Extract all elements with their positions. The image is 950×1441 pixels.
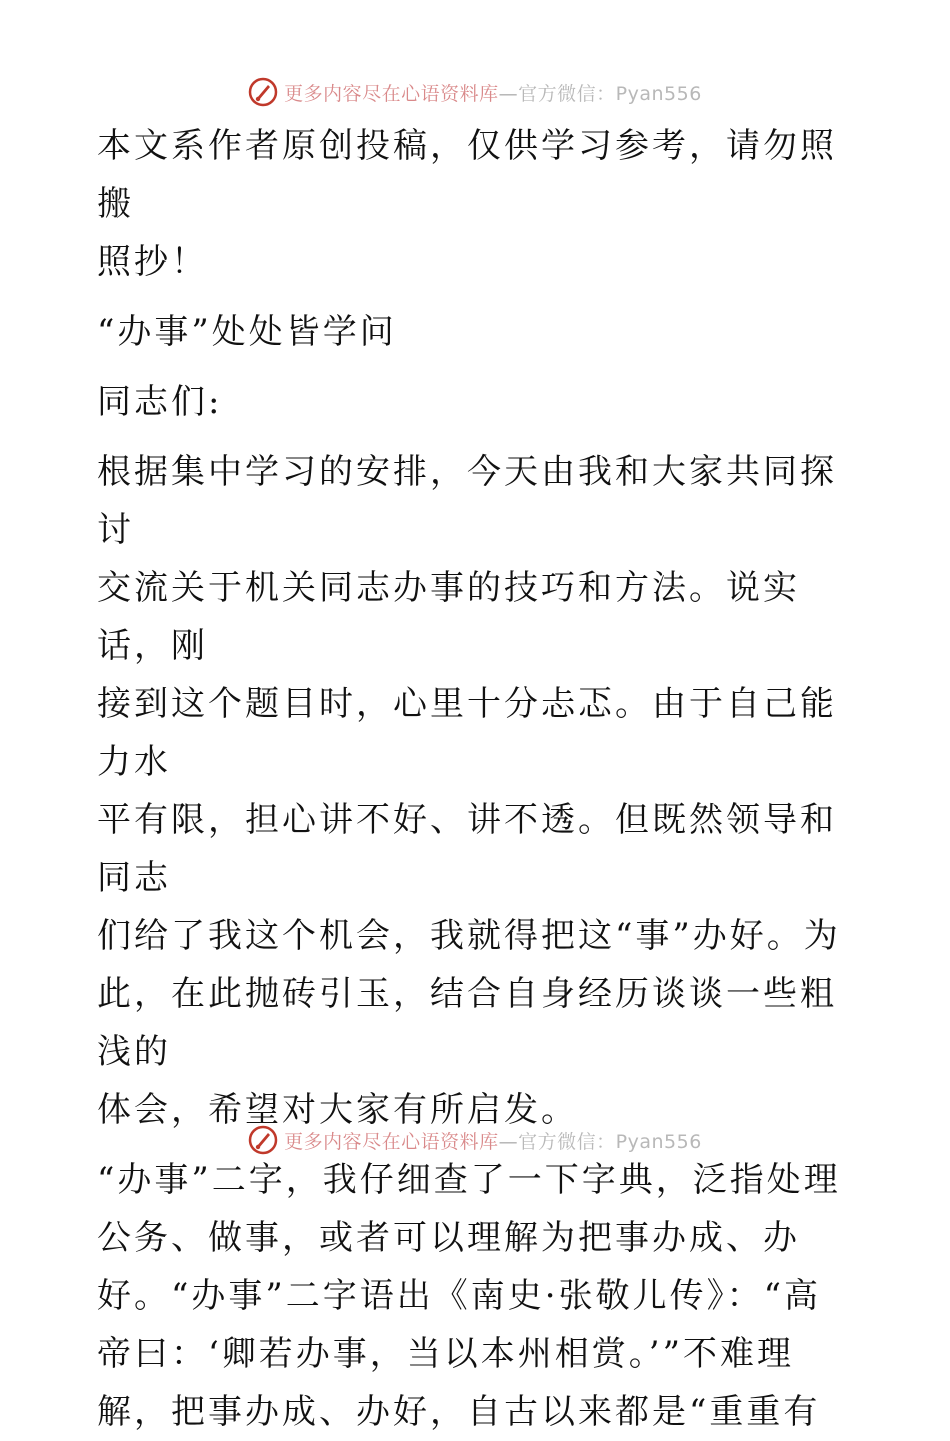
watermark-separator: — — [498, 82, 519, 105]
body-paragraph: 根据集中学习的安排，今天由我和大家共同探讨 交流关于机关同志办事的技巧和方法。说实话，刚 接到这个题目时，心里十分忐忑。由于自己能力水 平有限，担心讲不好、讲不透。但既然领导和同志 们给了我这个机会，我就得把这“事”办好。为 此，在此抛砖引玉，结合自身经历谈谈一些粗浅的 体会，希望对大家有所启发。 — [97, 452, 841, 1130]
watermark-line — [284, 1127, 702, 1154]
footer-watermark — [0, 1120, 950, 1160]
watermark-brand: 更多内容尽在心语资料库 — [284, 82, 499, 105]
watermark-wechat: 官方微信：Pyan556 — [518, 82, 702, 105]
salutation: 同志们: — [97, 382, 223, 422]
watermark-separator: — — [498, 1130, 519, 1153]
header-watermark — [0, 72, 950, 112]
watermark-line — [284, 79, 702, 106]
document-body — [97, 117, 857, 1441]
document-title: “办事”处处皆学问 — [97, 312, 397, 352]
disclaimer-paragraph: 本文系作者原创投稿，仅供学习参考，请勿照搬 照抄！ — [97, 126, 837, 282]
quill-seal-icon — [248, 1125, 278, 1155]
watermark-brand: 更多内容尽在心语资料库 — [284, 1130, 499, 1153]
quill-seal-icon — [248, 77, 278, 107]
watermark-wechat: 官方微信：Pyan556 — [518, 1130, 702, 1153]
body-paragraph: “办事”二字，我仔细查了一下字典，泛指处理 公务、做事，或者可以理解为把事办成、办 好。“办事”二字语出《南史·张敬儿传》：“高 帝曰：‘卿若办事，当以本州相赏。’”不难理 解，把事办成、办好，自古以来都是“重重有 — [97, 1160, 841, 1432]
